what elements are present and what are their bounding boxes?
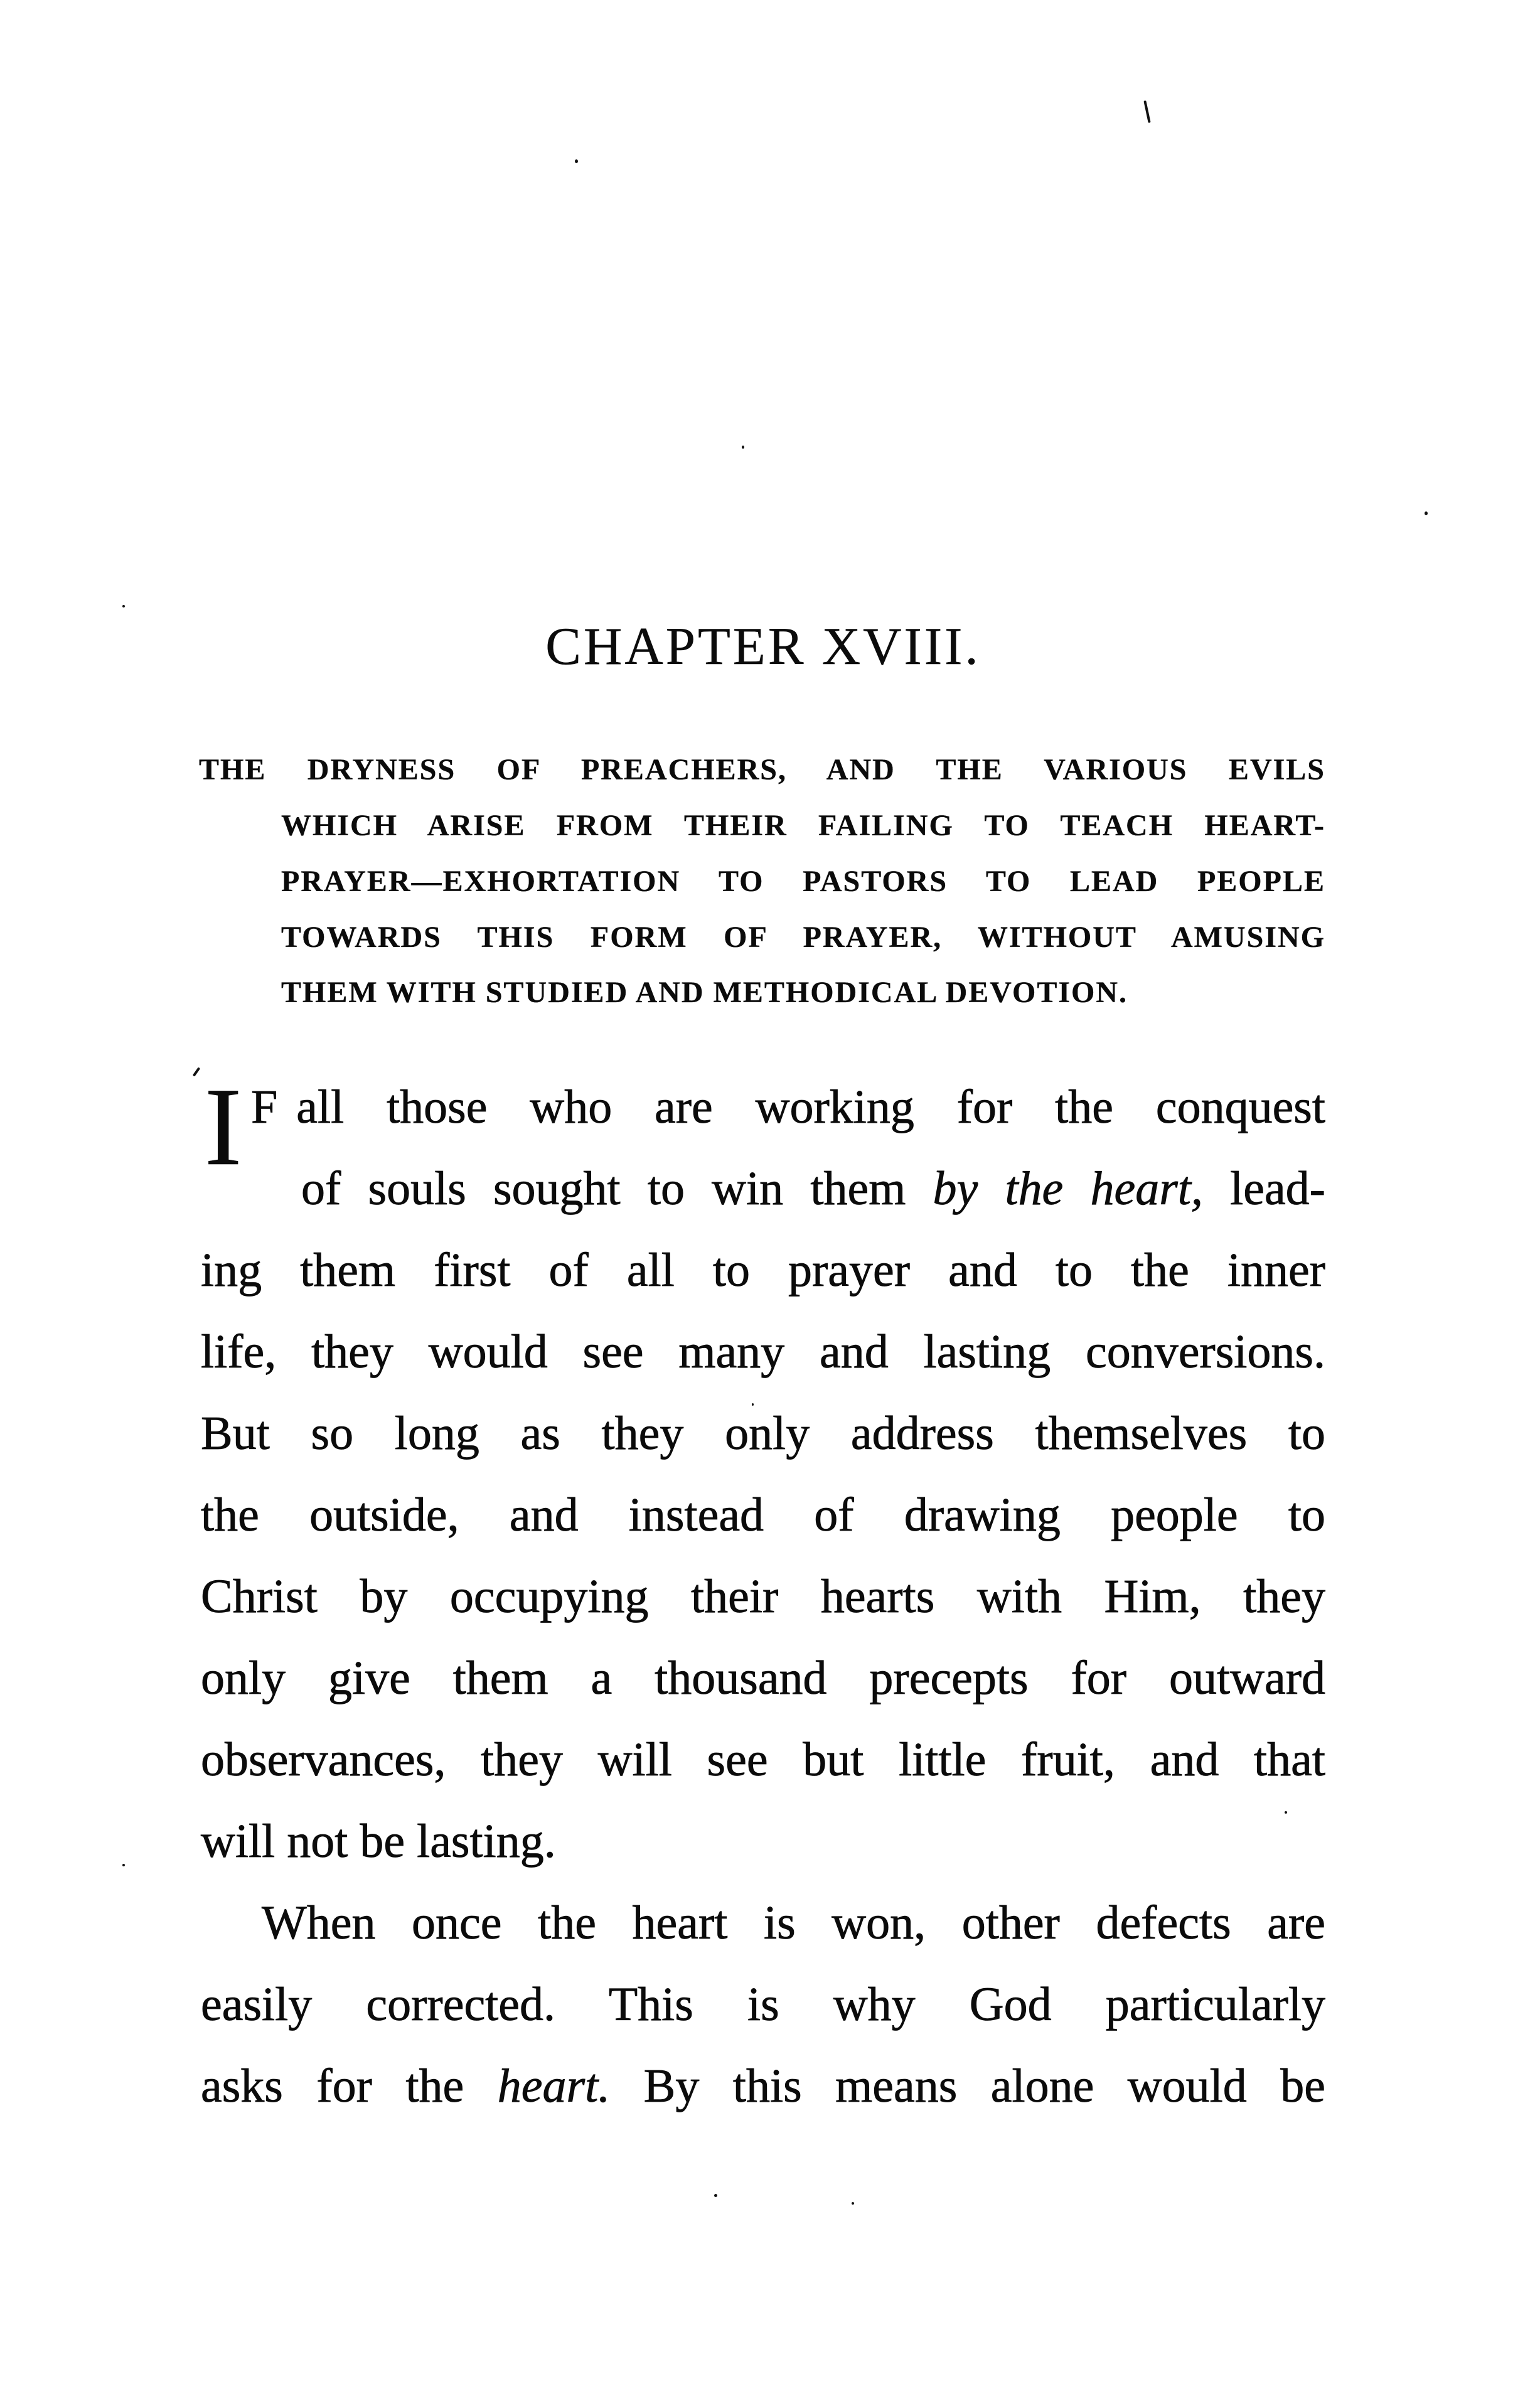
- line-text: asks for the: [201, 2060, 498, 2112]
- body-line: When once the heart is won, other defects are: [262, 1896, 1325, 1949]
- body-line: [301, 1162, 1325, 1215]
- scan-speck: [1285, 1811, 1287, 1814]
- scan-speck: [1425, 511, 1428, 515]
- line-text: all those who are working for the conquest: [296, 1081, 1325, 1133]
- body-line: only give them a thousand precepts for outward: [201, 1652, 1325, 1704]
- body-line: Christ by occupying their hearts with Him, they: [201, 1570, 1325, 1623]
- summary-line: PRAYER—EXHORTATION TO PASTORS TO LEAD PEOPLE: [281, 865, 1325, 898]
- scan-mark: [193, 1067, 200, 1076]
- line-text: By this means alone would be: [610, 2060, 1325, 2112]
- summary-line: WHICH ARISE FROM THEIR FAILING TO TEACH HEART-: [281, 809, 1325, 842]
- scan-speck: [122, 605, 125, 607]
- lead-small-cap: F: [251, 1081, 278, 1133]
- body-line: the outside, and instead of drawing people to: [201, 1489, 1325, 1541]
- scan-speck: [714, 2194, 717, 2197]
- scan-speck: [742, 446, 744, 449]
- summary-line: THEM WITH STUDIED AND METHODICAL DEVOTION.: [281, 976, 1128, 1009]
- line-text: lead-: [1202, 1162, 1325, 1215]
- scan-speck: [852, 2202, 854, 2205]
- scan-speck: [752, 1403, 754, 1406]
- body-line: will not be lasting.: [201, 1815, 556, 1868]
- chapter-title: CHAPTER XVIII.: [545, 617, 981, 676]
- body-line: But so long as they only address themselves to: [201, 1407, 1325, 1460]
- body-line: easily corrected. This is why God particularly: [201, 1978, 1325, 2031]
- summary-line: TOWARDS THIS FORM OF PRAYER, WITHOUT AMUSING: [281, 921, 1325, 954]
- italic-emphasis: heart.: [497, 2060, 611, 2112]
- drop-cap: I: [205, 1064, 242, 1189]
- line-text: of souls sought to win them: [301, 1162, 933, 1215]
- body-line: [201, 2062, 1325, 2110]
- summary-line: THE DRYNESS OF PREACHERS, AND THE VARIOUS EVILS: [199, 753, 1325, 786]
- scan-speck: [575, 159, 578, 163]
- body-line: observances, they will see but little fruit, and that: [201, 1733, 1325, 1786]
- scan-mark: [1143, 100, 1150, 123]
- body-line: life, they would see many and lasting conversions.: [201, 1325, 1325, 1378]
- body-line: [251, 1083, 1325, 1131]
- italic-emphasis: by the heart,: [933, 1162, 1203, 1215]
- body-line: ing them first of all to prayer and to the inner: [201, 1244, 1325, 1297]
- scan-speck: [122, 1864, 125, 1866]
